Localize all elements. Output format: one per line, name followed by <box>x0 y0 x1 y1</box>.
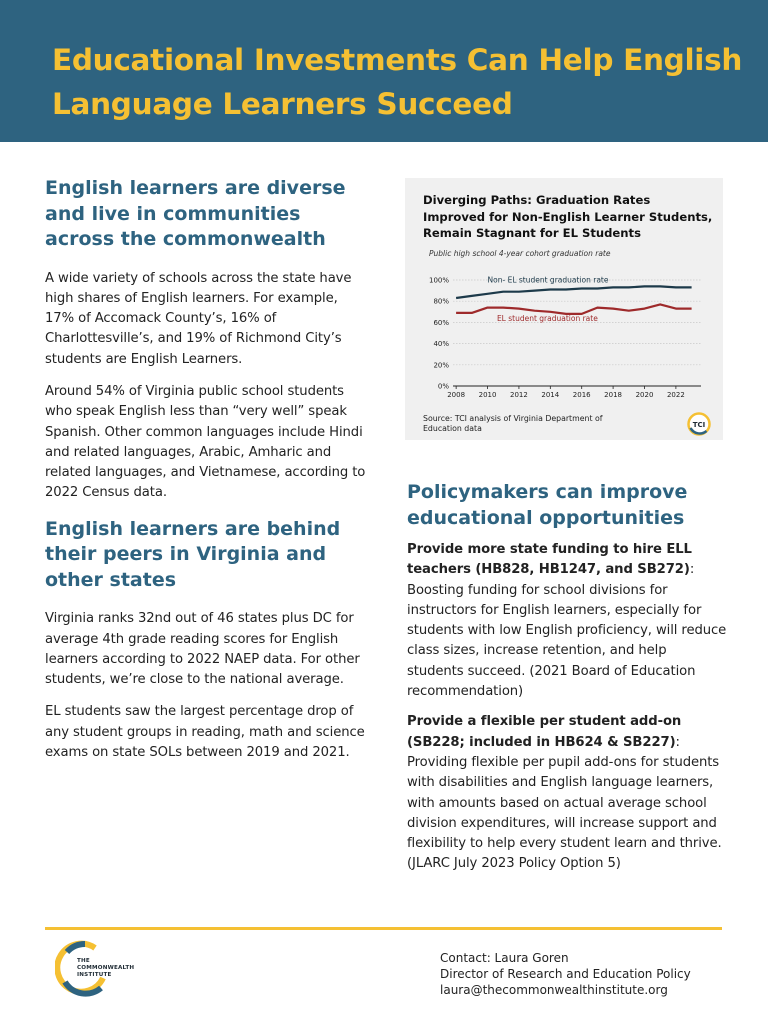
policy-item-add-on-title: Provide a flexible per student add-on (SB228; included in HB624 & SB227) <box>407 714 682 750</box>
logo-word-institute: INSTITUTE <box>77 972 112 978</box>
contact-name: Contact: Laura Goren <box>440 951 569 965</box>
y-tick-label: 100% <box>428 276 449 285</box>
x-tick-label: 2020 <box>635 391 654 399</box>
footer-divider <box>45 927 722 930</box>
x-tick-label: 2012 <box>510 391 528 399</box>
logo-word-the: THE <box>77 958 90 964</box>
paragraph-sol-drop: EL students saw the largest percentage drop of any student groups in reading, math and science exams on state SOLs between 2019 and 2021. <box>45 704 365 761</box>
logo-wordmark <box>77 958 134 979</box>
logo-word-commonwealth: COMMONWEALTH <box>77 965 135 971</box>
policy-item-add-on-text: Providing flexible per pupil add-ons for students with disabilities and English language learners, with amounts based on actual average school division expenditures, will increase support and flexibility to help every student learn and thrive. (JLARC July 2023 Policy Option 5) <box>407 754 722 872</box>
paragraph-naep-rank: Virginia ranks 32nd out of 46 states plus DC for average 4th grade reading scores for English learners according to 2022 NAEP data. For other students, we’re close to the national average. <box>45 611 360 688</box>
x-tick-label: 2010 <box>478 391 497 399</box>
chart-plot <box>405 178 723 440</box>
policy-item-add-on: Provide a flexible per student add-on (SB228; included in HB624 & SB227): Providing flexible per pupil add-ons for students with disabilities and English language learners, with amounts based on actual average school division expenditures, will increase support and flexibility to help every student learn and thrive. (JLARC July 2023 Policy Option 5) <box>407 714 722 872</box>
y-tick-label: 20% <box>433 361 449 370</box>
paragraph-languages: Around 54% of Virginia public school students who speak English less than “very well” speak Spanish. Other common languages include Hindi and related languages, Arabic, Amharic and related languages, and Vietnamese, according to 2022 Census data. <box>45 383 366 501</box>
tci-badge-text: TCI <box>692 420 706 429</box>
chart-subtitle: Public high school 4-year cohort graduation rate <box>429 249 611 258</box>
chart-source: Source: TCI analysis of Virginia Department of Education data <box>423 414 603 433</box>
paragraph-schools-share: A wide variety of schools across the state have high shares of English learners. For example, 17% of Accomack County’s, 16% of Charlottesville’s, and 19% of Richmond City’s students are English Learners. <box>45 270 352 367</box>
policy-item-ell-funding-title: Provide more state funding to hire ELL teachers (HB828, HB1247, and SB272) <box>407 542 692 578</box>
section-heading-policymakers: Policymakers can improve educational opportunities <box>407 481 688 529</box>
section-heading-diverse: English learners are diverse and live in communities across the commonwealth <box>45 177 346 250</box>
series-line-non-el <box>456 286 691 298</box>
tci-badge-icon <box>687 412 711 436</box>
section-heading-behind: English learners are behind their peers in Virginia and other states <box>45 517 341 591</box>
contact-role: Director of Research and Education Policy <box>440 967 691 981</box>
series-line-el <box>456 304 691 314</box>
series-label-el: EL student graduation rate <box>496 313 598 323</box>
page-title: Educational Investments Can Help English Language Learners Succeed <box>52 43 743 121</box>
y-tick-label: 40% <box>433 340 449 349</box>
x-tick-label: 2018 <box>604 391 623 399</box>
right-column <box>407 480 727 875</box>
left-column <box>45 176 370 763</box>
contact-block <box>440 950 740 998</box>
x-tick-label: 2016 <box>572 391 591 399</box>
policy-item-ell-funding-text: Boosting funding for school divisions for instructors for English learners, especially for students with low English proficiency, will reduce class sizes, increase retention, and help students succeed. (2021 Board of Education recommendation) <box>407 582 727 700</box>
series-label-non-el: Non- EL student graduation rate <box>487 275 609 285</box>
chart-title: Diverging Paths: Graduation Rates Improved for Non-English Learner Students, Remain Stagnant for EL Students <box>423 193 713 240</box>
policy-item-ell-funding: Provide more state funding to hire ELL teachers (HB828, HB1247, and SB272): Boosting funding for school divisions for instructors for English learners, especially for students with low English proficiency, will reduce class sizes, increase retention, and help students succeed. (2021 Board of Education recommendation) <box>407 542 727 700</box>
x-tick-label: 2022 <box>666 391 685 399</box>
y-tick-label: 60% <box>433 318 449 327</box>
y-tick-label: 80% <box>433 297 449 306</box>
x-tick-label: 2014 <box>541 391 560 399</box>
header-banner <box>0 0 768 142</box>
x-tick-label: 2008 <box>447 391 466 399</box>
y-tick-label: 0% <box>437 382 449 391</box>
graduation-rate-chart <box>405 178 723 440</box>
contact-email[interactable]: laura@thecommonwealthinstitute.org <box>440 983 668 997</box>
